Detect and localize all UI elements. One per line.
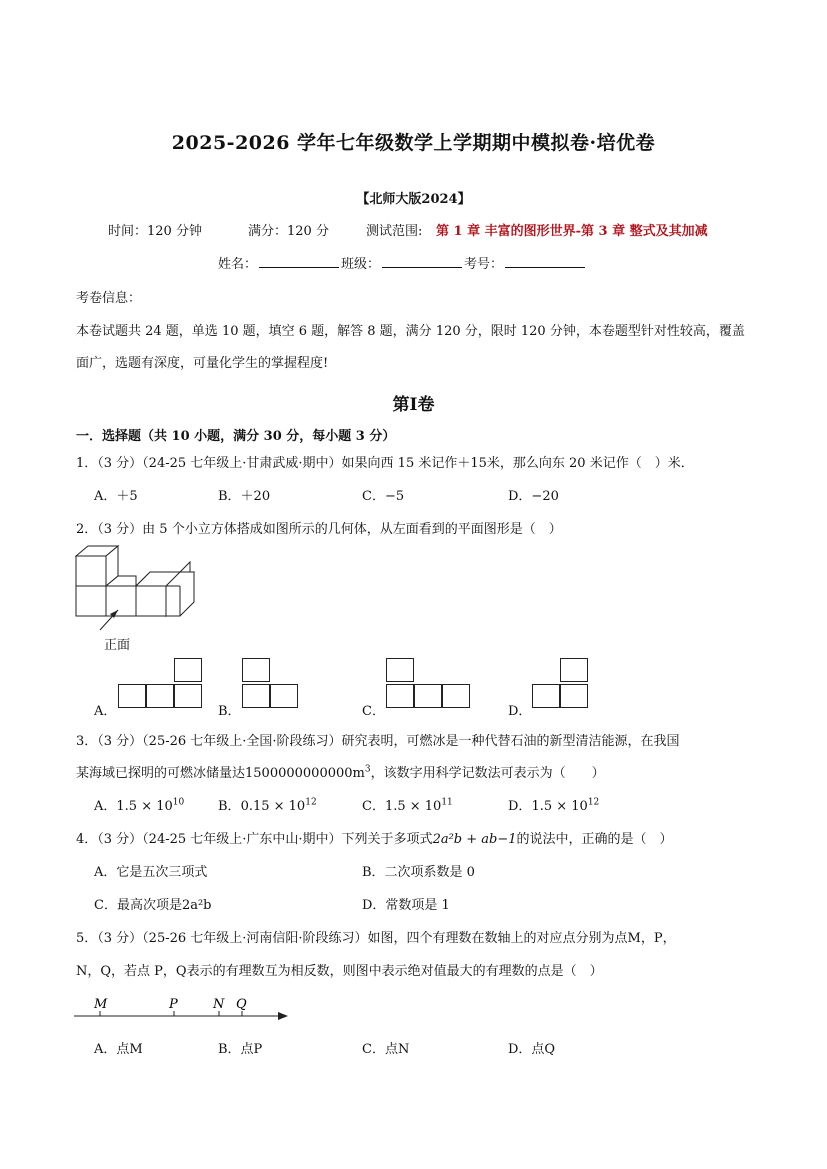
q3-stem-2a: 某海域已探明的可燃冰储量达1500000000000m	[76, 766, 365, 781]
q2-figure-b	[242, 658, 300, 712]
q4-stem	[76, 828, 673, 847]
scope-value: 第 1 章 丰富的图形世界-第 3 章 整式及其加减	[436, 224, 708, 239]
scope-label: 测试范围:	[366, 224, 423, 239]
q4-polynomial: 2a²b + ab−1	[432, 832, 517, 847]
axis-label-m: M	[94, 997, 108, 1012]
q5-number-line	[70, 990, 300, 1026]
axis-label-q: Q	[236, 997, 247, 1012]
front-label: 正面	[104, 638, 131, 653]
info-line-1: 本卷试题共 24 题，单选 10 题，填空 6 题，解答 8 题，满分 120 分，限时 120 分钟，本卷题型针对性较高，覆盖	[76, 324, 745, 339]
q5-option-b: B．点P	[218, 1042, 263, 1057]
q2-option-a: A．	[94, 704, 117, 719]
q3-option-d: D．$1.5 \times 10^{12}$	[508, 797, 600, 814]
q3-stem-2	[76, 762, 605, 781]
q4-stem-a: 4．（3 分）（24-25 七年级上·广东中山·期中）下列关于多项式	[76, 832, 433, 847]
q2-figure-d	[532, 658, 590, 712]
q5-option-a: A．点M	[94, 1042, 143, 1057]
class-label: 班级：	[341, 257, 381, 272]
q2-option-b: B．	[218, 704, 241, 719]
q5-stem-2: N，Q，若点 P，Q表示的有理数互为相反数，则图中表示绝对值最大的有理数的点是（ ）	[76, 964, 603, 979]
section-heading: 一．选择题（共 10 小题，满分 30 分，每小题 3 分）	[76, 429, 396, 444]
q2-option-c: C．	[362, 704, 385, 719]
q3-option-a: A．$1.5 \times 10^{10}$	[94, 797, 185, 814]
q1-option-a: A．＋5	[94, 489, 138, 504]
axis-label-n: N	[213, 997, 225, 1012]
page-title: 2025-2026 学年七年级数学上学期期中模拟卷·培优卷	[171, 132, 656, 154]
q4-option-d: D．常数项是 1	[362, 898, 450, 913]
q4-option-c: C．最高次项是2a²b	[94, 898, 212, 913]
id-label: 考号：	[464, 257, 504, 272]
info-line-2: 面广，选题有深度，可量化学生的掌握程度!	[76, 356, 329, 371]
q2-solid-figure	[70, 544, 200, 654]
exam-time: 时间：120 分钟	[108, 224, 202, 239]
info-heading: 考卷信息：	[76, 291, 142, 306]
q4-stem-b: 的说法中，正确的是（ ）	[516, 832, 673, 847]
q3-stem-sup: 3	[364, 764, 371, 775]
volume-title: 第Ⅰ卷	[392, 395, 435, 415]
q3-option-b: B．$0.15 \times 10^{12}$	[218, 797, 317, 814]
axis-arrow-icon	[278, 1012, 288, 1020]
q1-option-b: B．＋20	[218, 489, 271, 504]
q2-option-d: D．	[508, 704, 532, 719]
q5-option-c: C．点N	[362, 1042, 410, 1057]
axis-label-p: P	[169, 997, 178, 1012]
q3-option-c: C．$1.5 \times 10^{11}$	[362, 797, 453, 814]
class-blank	[382, 255, 462, 268]
name-blank	[259, 255, 339, 268]
exam-score: 满分：120 分	[248, 224, 329, 239]
q4-option-a: A．它是五次三项式	[94, 865, 208, 880]
q2-stem: 2．（3 分）由 5 个小立方体搭成如图所示的几何体，从左面看到的平面图形是（ ）	[76, 522, 562, 537]
q4-option-b: B．二次项系数是 0	[362, 865, 475, 880]
name-label: 姓名：	[218, 257, 258, 272]
q2-figure-a	[118, 658, 204, 712]
q3-stem-2b: ，该数字用科学记数法可表示为（ ）	[370, 766, 605, 781]
q5-stem-1: 5．（3 分）（25-26 七年级上·河南信阳·阶段练习）如图，四个有理数在数轴上的对应点分别为点M，P，	[76, 931, 676, 946]
q1-option-d: D．−20	[508, 489, 559, 504]
q5-option-d: D．点Q	[508, 1042, 556, 1057]
q1-stem: 1．（3 分）（24-25 七年级上·甘肃武威·期中）如果向西 15 米记作＋15米，那么向东 20 米记作（ ）米．	[76, 456, 694, 471]
q3-stem-1: 3．（3 分）（25-26 七年级上·全国·阶段练习）研究表明，可燃冰是一种代替石油的新型清洁能源，在我国	[76, 734, 680, 749]
q1-option-c: C．−5	[362, 489, 405, 504]
edition-label: 【北师大版2024】	[356, 192, 471, 207]
student-info-line	[218, 253, 587, 272]
id-blank	[505, 255, 585, 268]
q2-figure-c	[386, 658, 472, 712]
